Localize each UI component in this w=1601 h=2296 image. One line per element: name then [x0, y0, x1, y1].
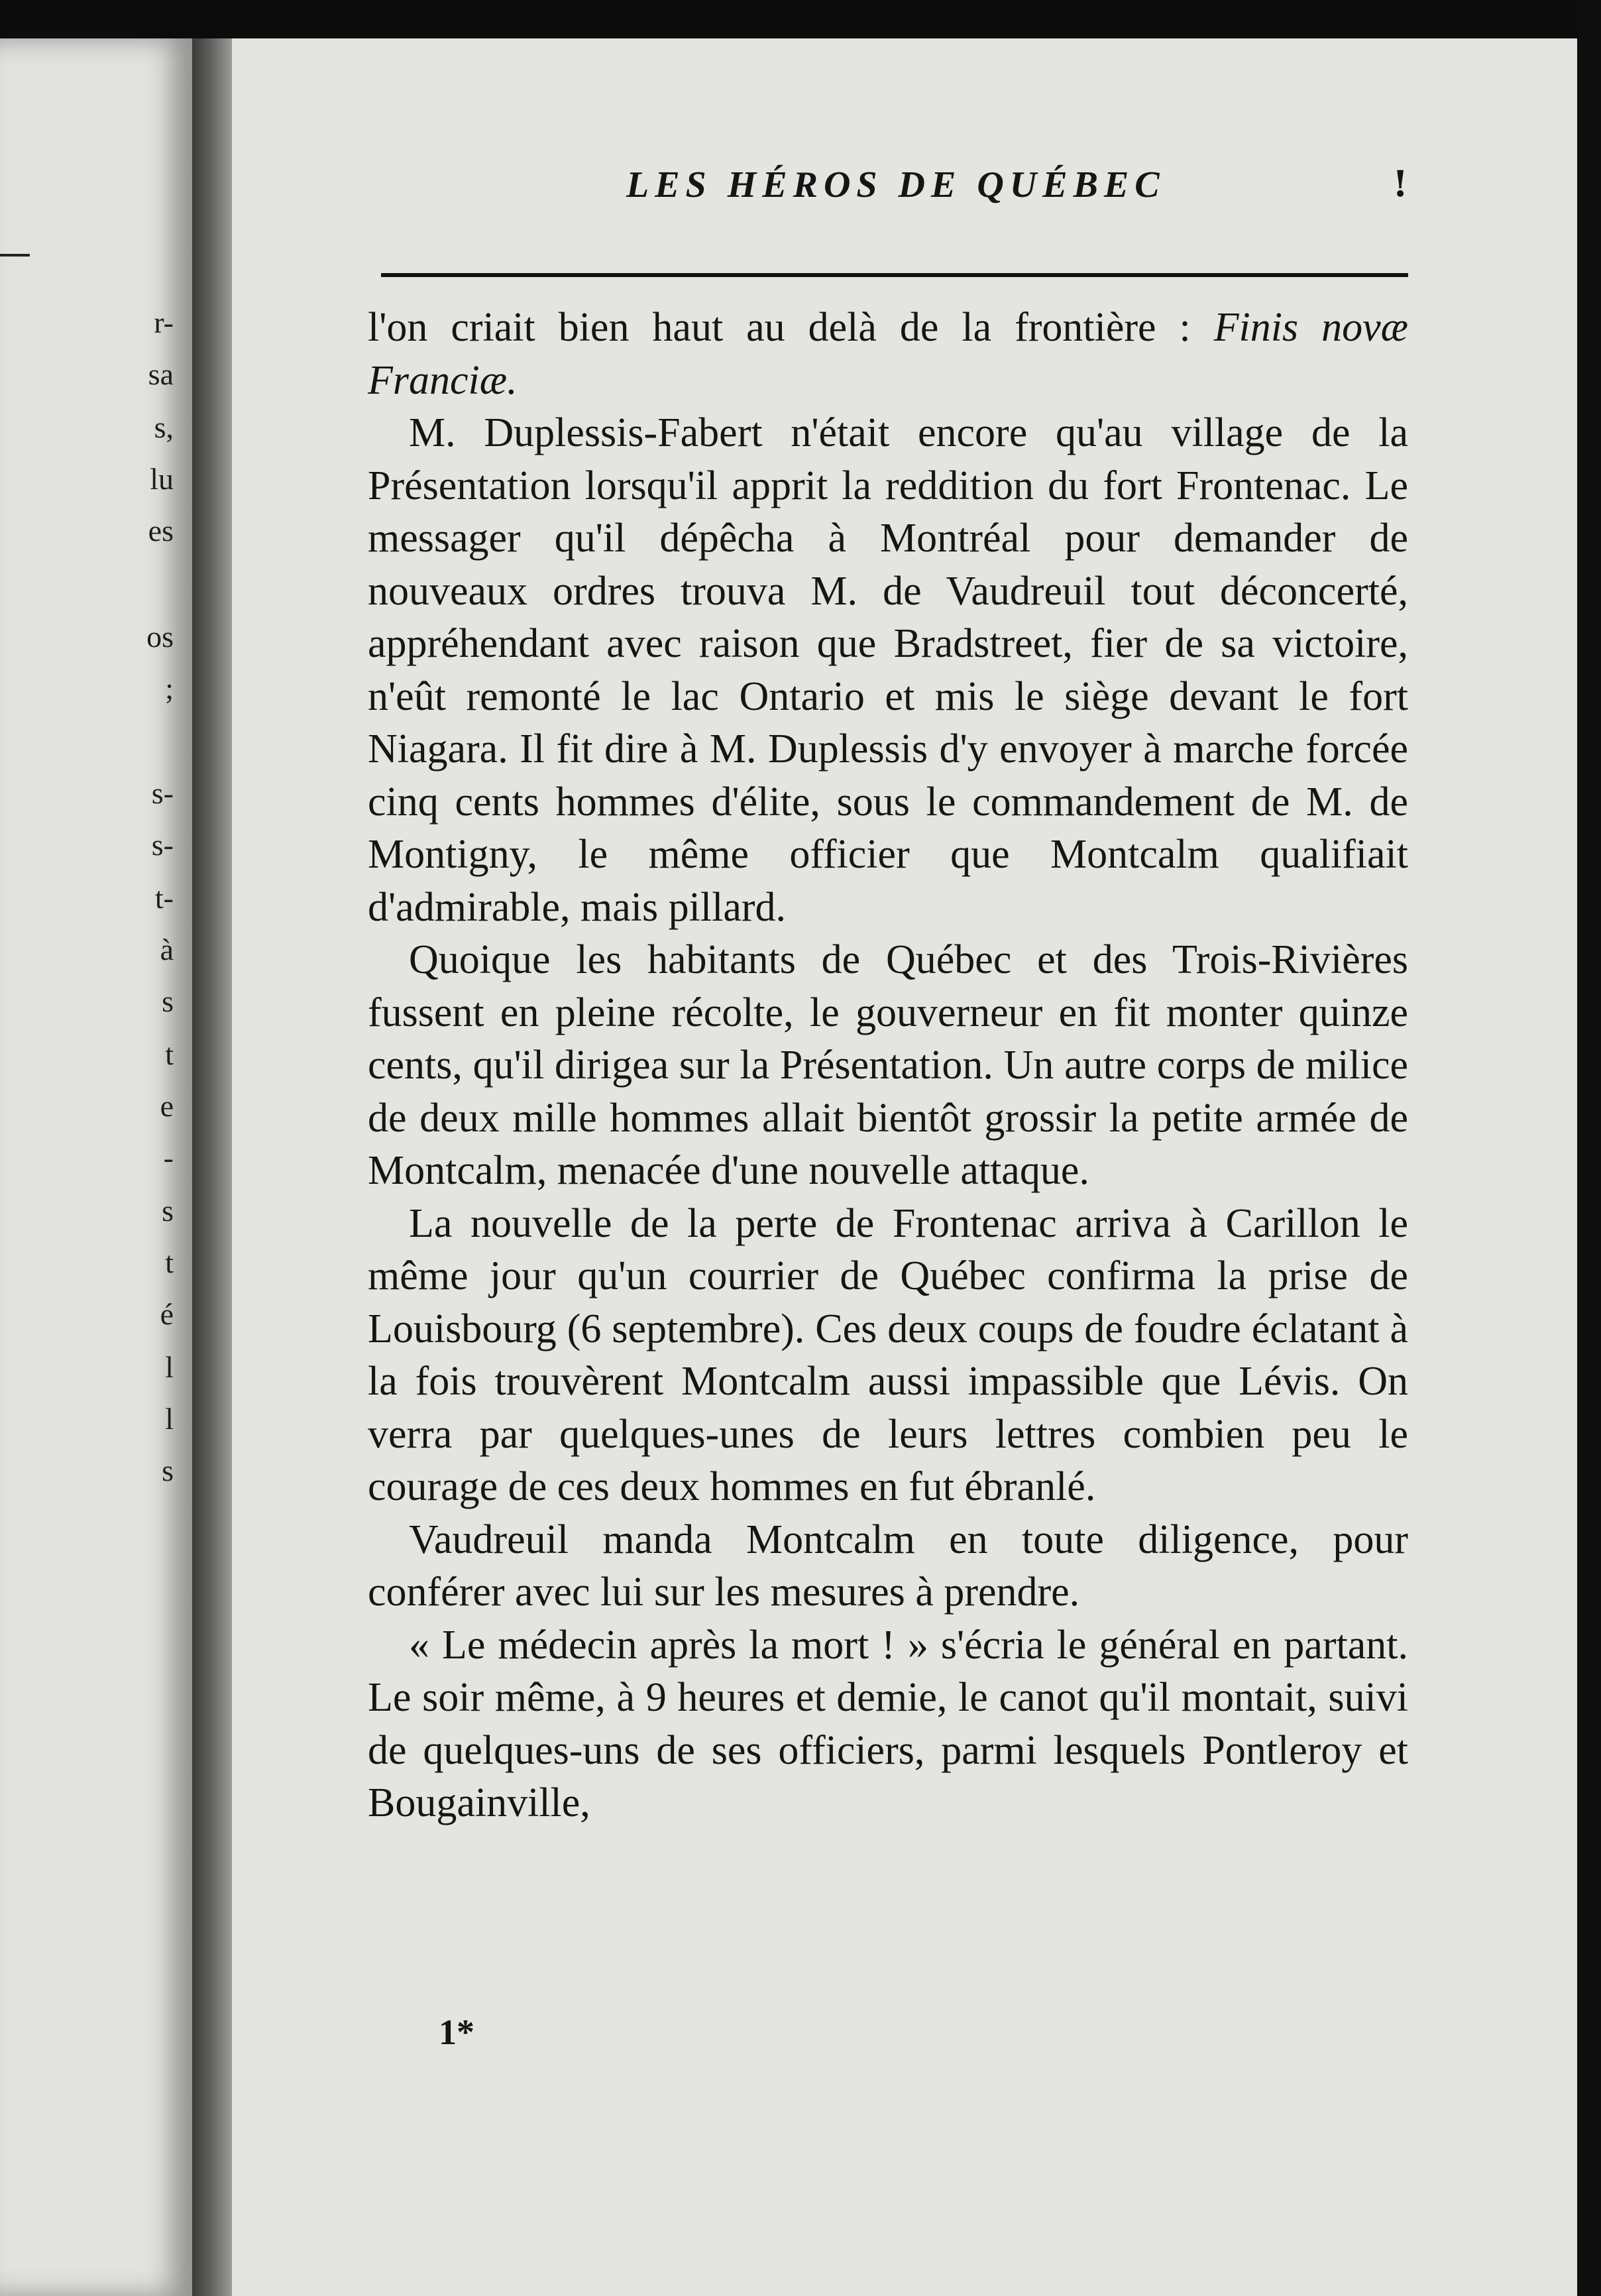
page-header: [381, 150, 1408, 214]
left-fragment: lu: [150, 462, 174, 496]
body-text: [368, 302, 1408, 1830]
left-fragment: -: [163, 1141, 174, 1175]
left-fragment: e: [160, 1089, 174, 1123]
scan-right-edge: [1577, 0, 1601, 2296]
left-fragment: t: [165, 1037, 174, 1071]
book-gutter: [192, 38, 232, 2296]
left-fragment: s: [162, 1454, 174, 1487]
paragraph-text: l'on criait bien haut au delà de la frontière :: [368, 305, 1214, 350]
left-fragment: s: [162, 984, 174, 1018]
left-fragment: é: [160, 1297, 174, 1331]
left-fragment: t: [165, 1245, 174, 1279]
paragraph: « Le médecin après la mort ! » s'écria le général en partant. Le soir même, à 9 heures et demie, le canot qu'il montait, suivi de quelques-uns de ses officiers, parmi lesquels Pontleroy et Bougainville,: [368, 1622, 1408, 1825]
left-fragment: s-: [151, 776, 174, 810]
header-rule: [381, 273, 1408, 277]
scan-top-edge: [0, 0, 1601, 38]
left-fragment: ;: [165, 671, 174, 705]
left-fragment: os: [146, 620, 174, 654]
left-fragment: es: [148, 514, 174, 547]
paragraph-continuation: [368, 302, 1408, 407]
paragraph: Quoique les habitants de Québec et des Trois-Rivières fussent en pleine récolte, le gouverneur en fit monter quinze cents, qu'il dirigea sur la Présentation. Un autre corps de milice de deux mille hommes allait bientôt grossir la petite armée de Montcalm, menacée d'une nouvelle attaque.: [368, 937, 1408, 1193]
left-fragment: s: [162, 1194, 174, 1228]
left-fragment: l: [165, 1402, 174, 1436]
paragraph: La nouvelle de la perte de Frontenac arriva à Carillon le même jour qu'un courrier de Québec confirma la prise de Louisbourg (6 septembre). Ces deux coups de foudre éclatant à la fois trouvèrent Montcalm aussi impassible que Lévis. On verra par quelques-unes de leurs lettres combien peu le courage de ces deux hommes en fut ébranlé.: [368, 1200, 1408, 1509]
left-fragment: t-: [154, 881, 174, 915]
page-number: !: [1392, 162, 1408, 205]
left-fragment: à: [160, 933, 174, 966]
signature-mark: 1*: [439, 2012, 474, 2052]
left-page-fragment: [0, 38, 192, 2296]
left-fragment: r-: [154, 306, 174, 339]
left-fragment: s-: [151, 828, 174, 862]
running-head: LES HÉROS DE QUÉBEC: [626, 164, 1166, 205]
paragraph: M. Duplessis-Fabert n'était encore qu'au village de la Présentation lorsqu'il apprit la reddition du fort Frontenac. Le messager qu'il dépêcha à Montréal pour demander de nouveaux ordres trouva M. de Vaudreuil tout déconcerté, appréhendant avec raison que Bradstreet, fier de sa victoire, n'eût remonté le lac Ontario et mis le siège devant le fort Niagara. Il fit dire à M. Duplessis d'y envoyer à marche forcée cinq cents hommes d'élite, sous le commandement de M. de Montigny, le même officier que Montcalm qualifiait d'admirable, mais pillard.: [368, 410, 1408, 930]
left-fragment: s,: [154, 410, 174, 444]
left-fragment: sa: [148, 357, 174, 391]
paragraph: Vaudreuil manda Montcalm en toute diligence, pour conférer avec lui sur les mesures à prendre.: [368, 1517, 1408, 1615]
left-page-rule: [0, 254, 30, 257]
latin-phrase: Finis novæ Franciæ.: [368, 305, 1408, 403]
left-fragment: l: [165, 1350, 174, 1384]
